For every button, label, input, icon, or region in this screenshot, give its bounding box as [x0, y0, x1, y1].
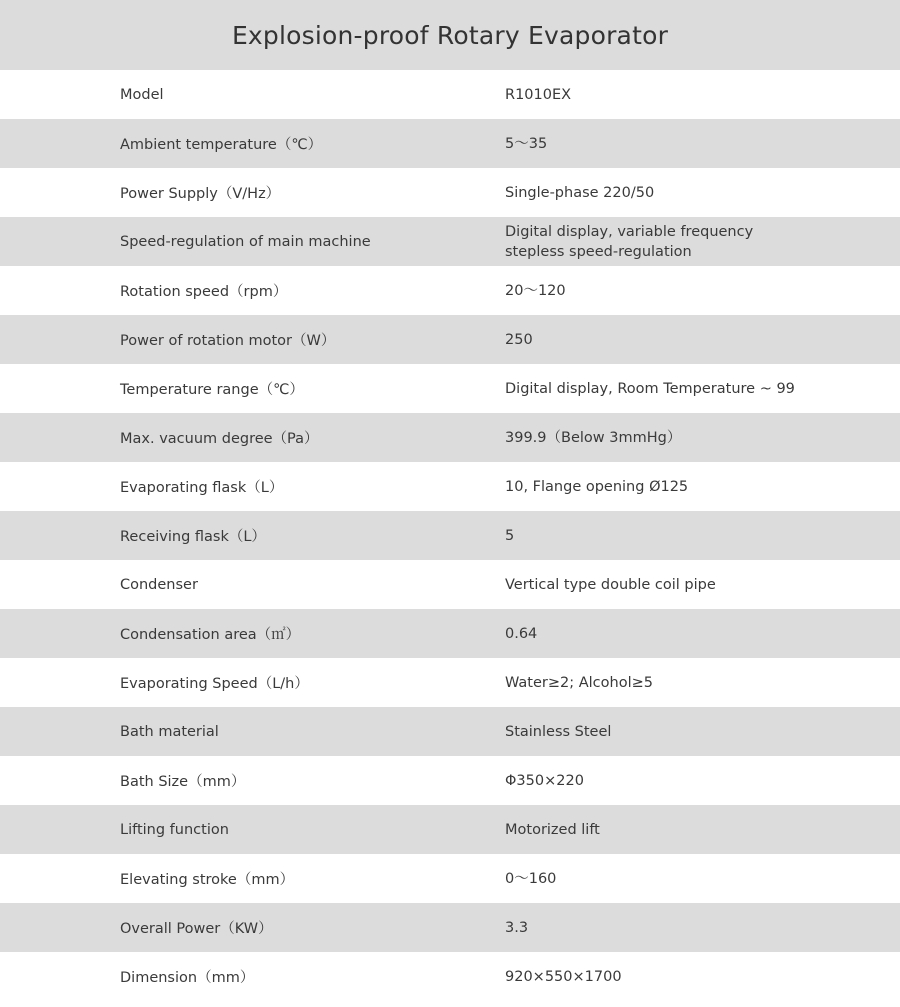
row-value: Water≥2; Alcohol≥5 — [505, 674, 653, 691]
row-value: 20～120 — [505, 282, 566, 299]
row-value: Motorized lift — [505, 821, 600, 838]
table-row — [0, 168, 900, 217]
row-value: 250 — [505, 331, 533, 348]
table-row — [0, 511, 900, 560]
row-label: Overall Power（KW） — [120, 921, 273, 937]
row-label: Evaporating Speed（L/h） — [120, 676, 309, 692]
row-value: Vertical type double coil pipe — [505, 576, 716, 593]
row-label: Receiving flask（L） — [120, 529, 266, 545]
row-value: Stainless Steel — [505, 723, 612, 740]
title-bar — [0, 0, 900, 70]
row-value: 0～160 — [505, 870, 557, 887]
table-row — [0, 217, 900, 266]
table-row — [0, 364, 900, 413]
row-label: Bath material — [120, 723, 219, 740]
row-value: 920×550×1700 — [505, 968, 622, 985]
table-row — [0, 952, 900, 1001]
row-value: R1010EX — [505, 86, 572, 103]
table-row — [0, 560, 900, 609]
table-title: Explosion-proof Rotary Evaporator — [231, 20, 669, 50]
table-row — [0, 658, 900, 707]
table-row — [0, 119, 900, 168]
row-label: Ambient temperature（℃） — [120, 137, 323, 153]
table-row — [0, 609, 900, 658]
row-value: 5 — [505, 527, 515, 544]
row-label: Dimension（mm） — [120, 970, 255, 986]
table-row — [0, 266, 900, 315]
row-label: Power of rotation motor（W） — [120, 333, 336, 349]
row-value: Digital display, variable frequency stepless speed-regulation — [505, 223, 754, 260]
row-label: Lifting function — [120, 821, 229, 838]
row-label: Evaporating flask（L） — [120, 480, 284, 496]
row-value: Φ350×220 — [505, 772, 584, 789]
row-label: Model — [120, 86, 164, 103]
table-row — [0, 756, 900, 805]
table-row — [0, 413, 900, 462]
table-row — [0, 805, 900, 854]
table-row — [0, 315, 900, 364]
table-row — [0, 707, 900, 756]
row-value: 0.64 — [505, 625, 538, 642]
row-label: Bath Size（mm） — [120, 774, 246, 790]
row-label: Condensation area（㎡） — [120, 627, 301, 643]
row-label: Rotation speed（rpm） — [120, 284, 288, 300]
row-value: Single-phase 220/50 — [505, 184, 655, 201]
row-value: 399.9（Below 3mmHg） — [505, 429, 682, 446]
row-label: Condenser — [120, 576, 198, 593]
row-value: 3.3 — [505, 919, 529, 936]
table-row — [0, 903, 900, 952]
row-label: Max. vacuum degree（Pa） — [120, 431, 319, 447]
row-label: Temperature range（℃） — [120, 382, 304, 398]
table-row — [0, 854, 900, 903]
row-value: 10, Flange opening Ø125 — [505, 478, 689, 495]
row-value: Digital display, Room Temperature ~ 99 — [505, 380, 795, 397]
table-row — [0, 462, 900, 511]
row-label: Speed-regulation of main machine — [120, 233, 371, 250]
row-label: Power Supply（V/Hz） — [120, 186, 281, 202]
row-value: 5～35 — [505, 135, 548, 152]
table-row — [0, 70, 900, 119]
row-label: Elevating stroke（mm） — [120, 872, 295, 888]
